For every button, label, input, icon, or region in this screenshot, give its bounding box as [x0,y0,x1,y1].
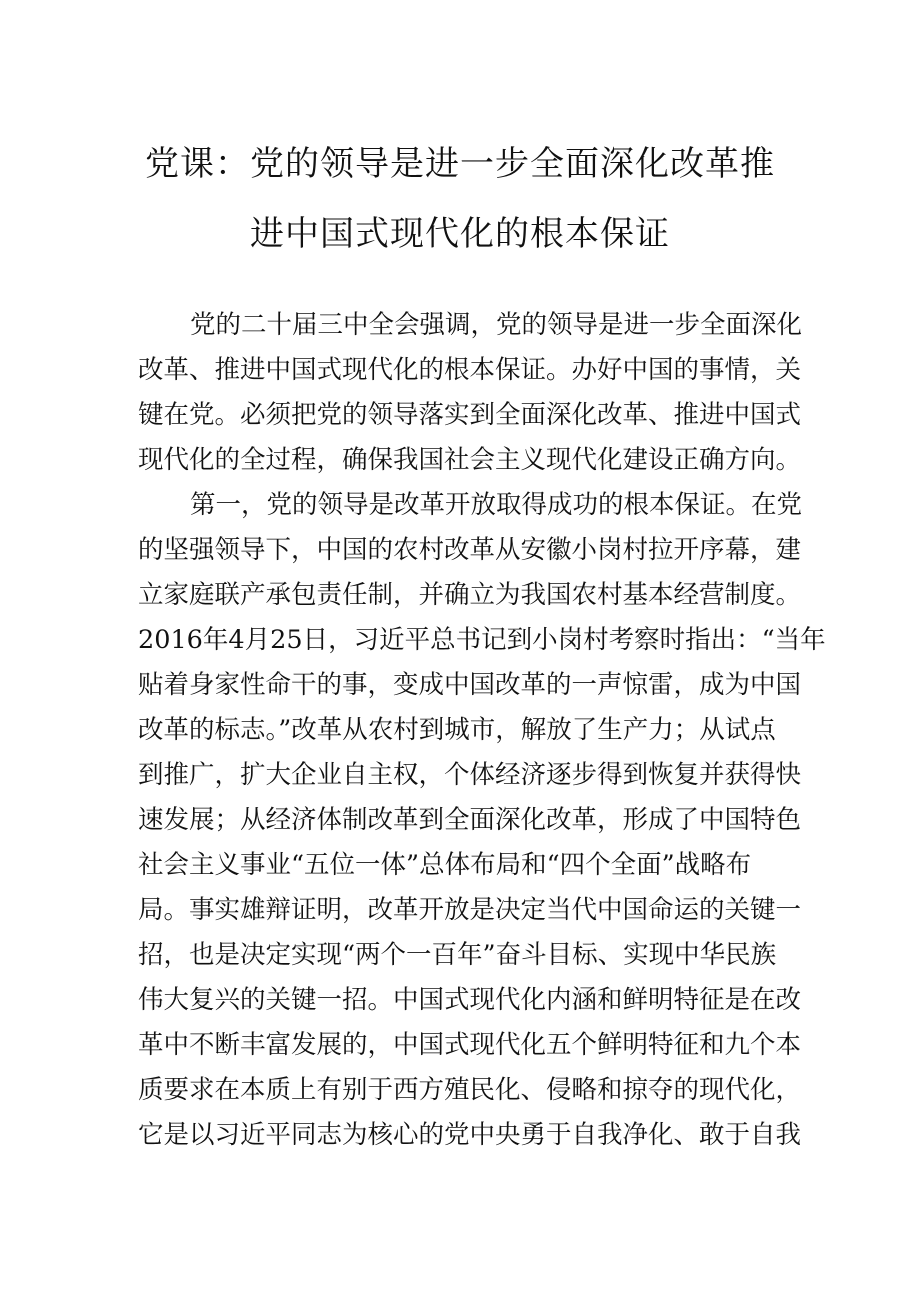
document-title-line-2: 进中国式现代化的根本保证 [250,214,670,254]
document-title-line-1: 党课：党的领导是进一步全面深化改革推 [145,144,775,184]
